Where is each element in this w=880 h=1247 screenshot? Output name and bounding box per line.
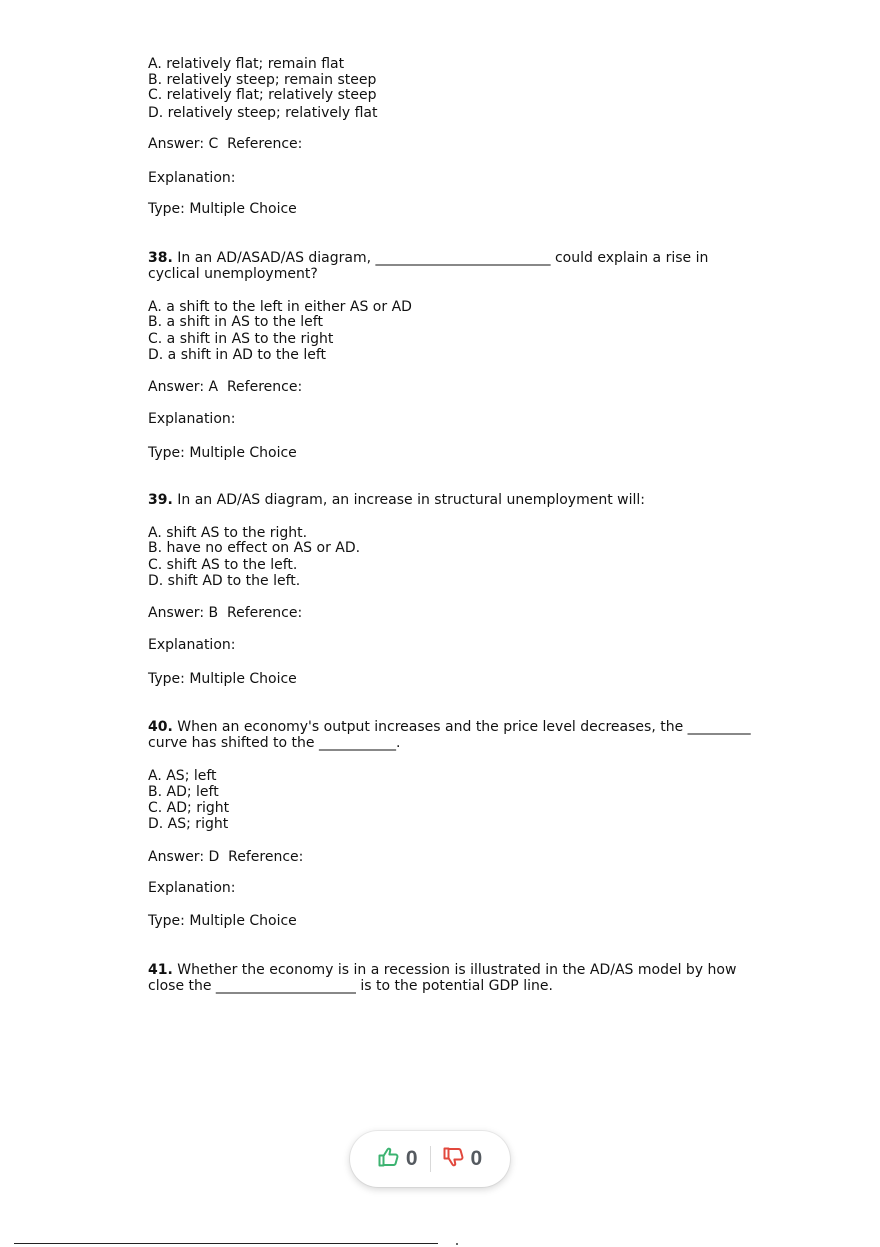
q38-option-b: B. a shift in AS to the left (148, 314, 323, 330)
q39-explanation: Explanation: (148, 637, 236, 653)
footer-rule (14, 1243, 438, 1244)
q38-text: In an AD/ASAD/AS diagram, _________________________ could explain a rise in cyclical unemployment? (148, 250, 709, 282)
q37-answer: Answer: C Reference: (148, 136, 303, 152)
q39-answer: Answer: B Reference: (148, 605, 303, 621)
q39-option-c: C. shift AS to the left. (148, 557, 298, 573)
q40-explanation: Explanation: (148, 880, 236, 896)
thumbs-up-icon (378, 1147, 400, 1171)
q38-number: 38. (148, 250, 173, 266)
thumbs-down-button[interactable] (431, 1147, 495, 1171)
q40-option-c: C. AD; right (148, 800, 230, 816)
q41-number: 41. (148, 962, 173, 978)
thumbs-down-icon (443, 1147, 465, 1171)
vote-bar (350, 1131, 510, 1187)
q37-option-a: A. relatively flat; remain flat (148, 56, 345, 72)
q37-type: Type: Multiple Choice (148, 201, 297, 217)
q39-text: In an AD/AS diagram, an increase in structural unemployment will: (172, 492, 645, 508)
q38-explanation: Explanation: (148, 411, 236, 427)
q39-option-d: D. shift AD to the left. (148, 573, 301, 589)
q37-option-c: C. relatively flat; relatively steep (148, 87, 377, 103)
q37-explanation: Explanation: (148, 170, 236, 186)
q41-text: Whether the economy is in a recession is illustrated in the AD/AS model by how close the ____________________ is to the potential GDP line. (148, 962, 737, 994)
q37-options (148, 56, 758, 121)
q38-question (148, 250, 728, 282)
q38-option-d: D. a shift in AD to the left (148, 347, 327, 363)
q40-options (148, 768, 758, 832)
thumbs-up-button[interactable] (366, 1147, 430, 1171)
q38-option-a: A. a shift to the left in either AS or AD (148, 299, 412, 315)
q40-option-b: B. AD; left (148, 784, 219, 800)
q40-question (148, 719, 760, 751)
q37-option-b: B. relatively steep; remain steep (148, 72, 377, 88)
q39-options (148, 525, 758, 589)
q38-options (148, 299, 758, 363)
q40-text: When an economy's output increases and the price level decreases, the _________ curve has shifted to the ___________. (148, 719, 751, 751)
q40-number: 40. (148, 719, 173, 735)
q40-type: Type: Multiple Choice (148, 913, 297, 929)
q39-number: 39. (148, 492, 173, 508)
q39-option-b: B. have no effect on AS or AD. (148, 540, 361, 556)
q39-question (148, 492, 758, 508)
footer-mark (456, 1243, 458, 1245)
thumbs-down-count: 0 (470, 1147, 483, 1170)
q38-answer: Answer: A Reference: (148, 379, 303, 395)
q40-option-d: D. AS; right (148, 816, 229, 832)
q40-option-a: A. AS; left (148, 768, 217, 784)
q41-question (148, 962, 748, 994)
q38-type: Type: Multiple Choice (148, 445, 297, 461)
q40-answer: Answer: D Reference: (148, 849, 304, 865)
q39-type: Type: Multiple Choice (148, 671, 297, 687)
q39-option-a: A. shift AS to the right. (148, 525, 308, 541)
q38-option-c: C. a shift in AS to the right (148, 331, 334, 347)
q37-option-d: D. relatively steep; relatively flat (148, 105, 378, 121)
thumbs-up-count: 0 (405, 1147, 418, 1170)
